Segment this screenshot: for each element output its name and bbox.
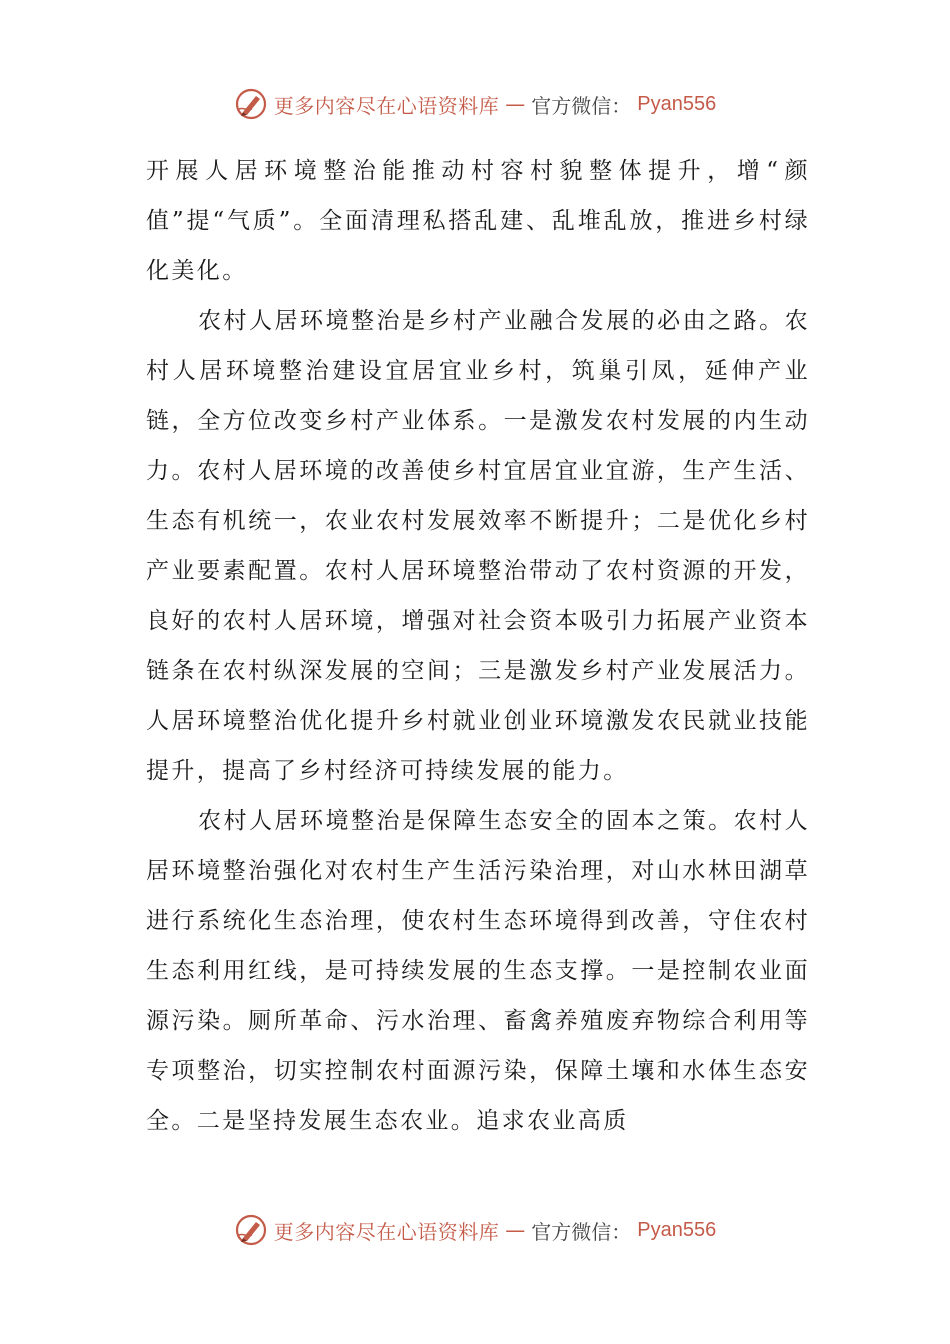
header-watermark-banner bbox=[0, 84, 950, 124]
banner-main-text: 更多内容尽在心语资料库 bbox=[273, 1219, 500, 1244]
banner-wechat-id: Pyan556 bbox=[637, 92, 717, 115]
pen-in-circle-logo-icon bbox=[234, 87, 268, 121]
document-body bbox=[146, 146, 810, 1146]
banner-main-text: 更多内容尽在心语资料库 bbox=[273, 93, 500, 118]
banner-official-label: 官方微信： bbox=[531, 1219, 632, 1244]
banner-wechat-id: Pyan556 bbox=[637, 1218, 717, 1241]
paragraph-2: 农村人居环境整治是乡村产业融合发展的必由之路。农村人居环境整治建设宜居宜业乡村，筑巢引凤，延伸产业链，全方位改变乡村产业体系。一是激发农村发展的内生动力。农村人居环境的改善使乡村宜居宜业宜游，生产生活、生态有机统一，农业农村发展效率不断提升；二是优化乡村产业要素配置。农村人居环境整治带动了农村资源的开发，良好的农村人居环境，增强对社会资本吸引力拓展产业资本链条在农村纵深发展的空间；三是激发乡村产业发展活力。人居环境整治优化提升乡村就业创业环境激发农民就业技能提升，提高了乡村经济可持续发展的能力。 bbox=[146, 308, 810, 784]
banner-dash: — bbox=[505, 1218, 526, 1242]
paragraph-3: 农村人居环境整治是保障生态安全的固本之策。农村人居环境整治强化对农村生产生活污染治理，对山水林田湖草进行系统化生态治理，使农村生态环境得到改善，守住农村生态利用红线，是可持续发展的生态支撑。一是控制农业面源污染。厕所革命、污水治理、畜禽养殖废弃物综合利用等专项整治，切实控制农村面源污染，保障土壤和水体生态安全。二是坚持发展生态农业。追求农业高质 bbox=[146, 808, 810, 1134]
banner-official-label: 官方微信： bbox=[531, 93, 632, 118]
pen-in-circle-logo-icon bbox=[234, 1213, 268, 1247]
banner-dash: — bbox=[505, 92, 526, 116]
paragraph-1: 开展人居环境整治能推动村容村貌整体提升，增“颜值”提“气质”。全面清理私搭乱建、乱堆乱放，推进乡村绿化美化。 bbox=[146, 158, 810, 284]
footer-watermark-banner bbox=[0, 1210, 950, 1250]
